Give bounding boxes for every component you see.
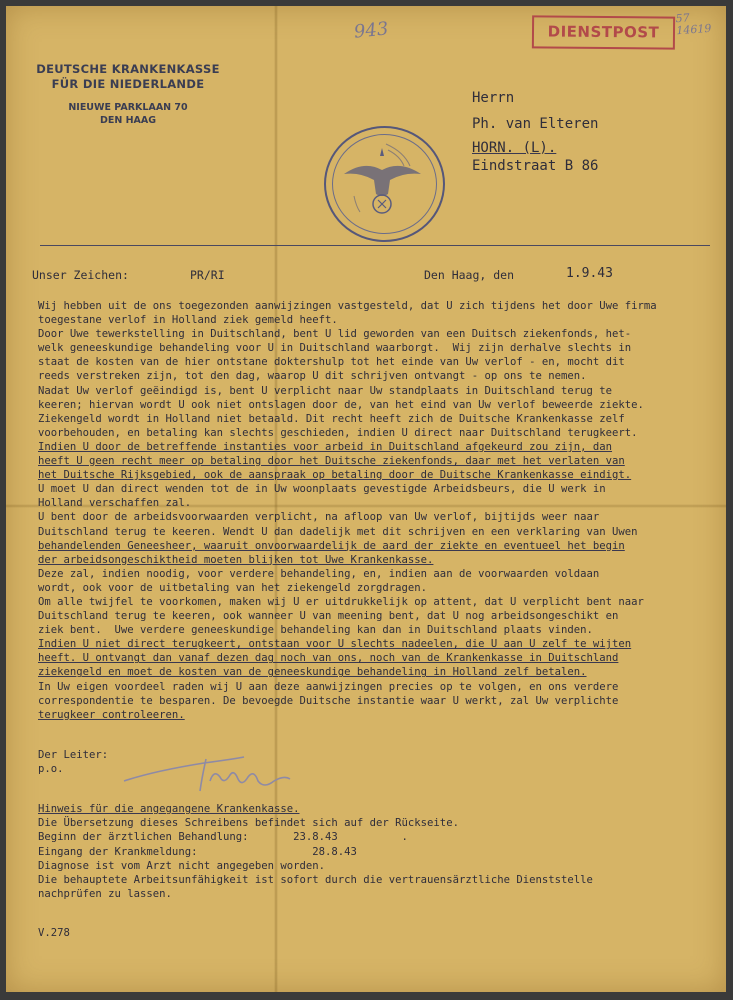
body-line: welk geneeskundige behandeling voor U in Duitschland waarborgt. Wij zijn derhalve slechts in [38,342,632,355]
body-line: terugkeer controleeren. [38,708,185,721]
body-line: keeren; hiervan wordt U ook niet ontslagen door de, van het eind van Uw verlof beweerde ziekte. [38,398,644,411]
body-line: Door Uwe tewerkstelling in Duitschland, bent U lid geworden van een Duitsch ziekenfonds, het- [38,328,632,341]
body-line: Holland verschaffen zal. [38,497,192,510]
dienstpost-stamp: DIENSTPOST [532,15,675,49]
body-line: U moet U dan direct wenden tot de in Uw woonplaats gevestigde Arbeidsbeurs, die U werk in [38,483,606,496]
recipient-street: Eindstraat B 86 [472,158,599,174]
recipient-town: HORN. (L). [472,140,557,156]
letterhead-line-4: DEN HAAG [99,115,157,126]
header-divider [40,245,710,246]
letter-paper [6,6,726,992]
body-line: reeds verstreken zijn, tot den dag, waarop U dit schrijven ontvangt - op ons te nemen. [38,370,587,383]
hinweis-line: Die behauptete Arbeitsunfähigkeit ist sofort durch die vertrauensärztliche Dienststelle [38,874,593,887]
form-number: V.278 [38,927,70,939]
body-line: Wij hebben uit de ons toegezonden aanwijzingen vastgesteld, dat U zich tijdens het door Uwe firma [38,300,657,312]
letterhead [18,62,238,127]
body-line: heeft. U ontvangt dan vanaf dezen dag noch van ons, noch van de Krankenkasse in Duitschland [38,652,619,665]
letter-body [38,299,718,722]
body-line: ziek bent. Uwe verdere geneeskundige behandeling kan dan in Duitschland plaats vinden. [38,624,593,637]
body-line: Indien U door de betreffende instanties voor arbeid in Duitschland afgekeurd zou zijn, dan [38,440,613,453]
letterhead-line-1: DEUTSCHE KRANKENKASSE [36,62,220,76]
body-line: voorbehouden, en betaling kan slechts geschieden, indien U direct naar Duitschland terugkeert. [38,426,638,439]
body-line: wordt, ook voor de uitbetaling van het ziekengeld zorgdragen. [38,581,428,594]
pencil-corner-note: 57 14619 [675,11,712,38]
body-line: Ziekengeld wordt in Holland niet betaald. Dit recht heeft zich de Duitsche Krankenkasse zelf [38,412,625,425]
body-line: der arbeidsongeschiktheid moeten blijken tot Uwe Krankenkasse. [38,553,434,566]
closing-title: Der Leiter: [38,749,109,761]
body-line: staat de kosten van de hier ontstane doktershulp tot het einde van Uw verlof - en, mocht dit [38,356,625,369]
body-line: toegestane verlof in Holland ziek gemeld heeft. [38,314,338,327]
reference-value: PR/RI [190,268,225,282]
body-line: In Uw eigen voordeel raden wij U aan deze aanwijzingen precies op te volgen, en ons verdere [38,680,619,693]
body-line: het Duitsche Rijksgebied, ook de aanspraak op betaling door de Duitsche Krankenkasse eindigt. [38,469,632,482]
hinweis-line: Hinweis für die angegangene Krankenkasse. [38,803,300,815]
hinweis-line: Diagnose ist vom Arzt nicht angegeben worden. [38,859,326,872]
hinweis-line: Beginn der ärztlichen Behandlung: 23.8.43 . [38,831,408,844]
closing-po: p.o. [38,763,64,775]
date-place-label: Den Haag, den [424,268,515,282]
recipient-salutation: Herrn [472,90,515,106]
recipient-name: Ph. van Elteren [472,116,599,132]
body-line: behandelenden Geneesheer, waaruit onvoorwaardelijk de aard der ziekte en eventueel het begin [38,539,625,552]
body-line: ziekengeld en moet de kosten van de geneeskundige behandeling in Holland zelf betalen. [38,666,587,679]
hinweis-line: Eingang der Krankmeldung: 28.8.43 [38,845,357,858]
letter-date: 1.9.43 [566,266,613,281]
hinweis-line: Die Übersetzung dieses Schreibens befindet sich auf der Rückseite. [38,817,459,830]
body-line: correspondentie te besparen. De bevoegde Duitsche instantie waar U werkt, zal Uw verplichte [38,694,619,707]
body-line: Duitschland terug te keeren, ook wanneer U van meening bent, dat U nog arbeidsongeschikt en [38,610,619,623]
body-line: heeft U geen recht meer op betaling door het Duitsche ziekenfonds, daar met het verlaten van [38,455,625,468]
body-line: Deze zal, indien noodig, voor verdere behandeling, en, indien aan de voorwaarden voldaan [38,567,600,580]
letterhead-line-3: NIEUWE PARKLAAN 70 [68,102,188,113]
handwritten-signature [114,741,304,801]
letterhead-line-2: FÜR DIE NIEDERLANDE [51,77,205,91]
body-line: Om alle twijfel te voorkomen, maken wij U er uitdrukkelijk op attent, dat U verplicht bent naar [38,595,644,608]
body-line: Duitschland terug te keeren. Wendt U dan dadelijk met dit schrijven en een verklaring van Uwen [38,525,638,538]
hinweis-line: nachprüfen zu lassen. [38,888,172,901]
body-line: U bent door de arbeidsvoorwaarden verplicht, na afloop van Uw verlof, bijtijds weer naar [38,511,600,524]
eagle-icon [324,126,441,238]
pencil-number: 943 [352,18,390,43]
closing [38,748,108,776]
reference-label: Unser Zeichen: [32,268,129,282]
hinweis-block [38,802,593,901]
eagle-seal-stamp [324,126,445,242]
body-line: Nadat Uw verlof geëindigd is, bent U verplicht naar Uw standplaats in Duitschland terug te [38,384,613,397]
body-line: Indien U niet direct terugkeert, ontstaan voor U slechts nadeelen, die U aan U zelf te wijten [38,638,632,651]
